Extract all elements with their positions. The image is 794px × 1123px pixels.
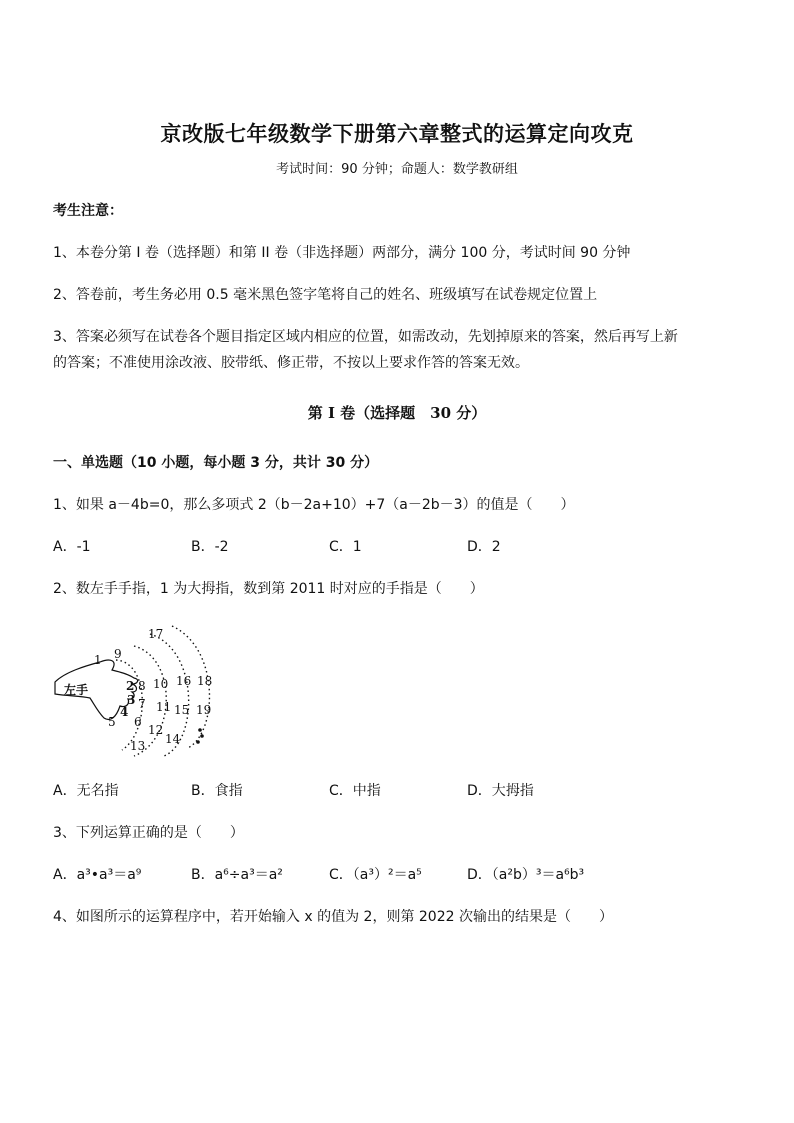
continuation-dot: [198, 728, 202, 732]
q2-option-c: C．中指: [329, 783, 381, 799]
q1-option-c: C．1: [329, 539, 362, 555]
q3-option-a: A．a³•a³＝a⁹: [53, 867, 142, 883]
figure-number: 16: [176, 674, 192, 688]
section-title: 一、单选题（10 小题，每小题 3 分，共计 30 分）: [53, 455, 379, 471]
notice-item-3-line2: 的答案；不准使用涂改液、胶带纸、修正带，不按以上要求作答的答案无效。: [53, 355, 529, 371]
notice-heading: 考生注意：: [53, 203, 123, 219]
q3-option-d: D．（a²b）³＝a⁶b³: [467, 867, 585, 883]
figure-number: 13: [130, 739, 146, 753]
q2-option-a: A．无名指: [53, 783, 119, 799]
q1-option-d: D．2: [467, 539, 501, 555]
continuation-dot: [200, 734, 204, 738]
figure-number: 15: [174, 703, 190, 717]
question-3-stem: 3、下列运算正确的是（ ）: [53, 825, 244, 841]
q1-option-b: B．-2: [191, 539, 229, 555]
figure-number: 9: [114, 647, 122, 661]
figure-number: 7: [138, 697, 146, 711]
figure-number: 18: [197, 674, 213, 688]
figure-number: 4: [120, 705, 129, 719]
question-2-stem: 2、数左手手指，1 为大拇指，数到第 2011 时对应的手指是（ ）: [53, 581, 484, 597]
hand-label: 左手: [64, 683, 89, 697]
notice-item-3-line1: 3、答案必须写在试卷各个题目指定区域内相应的位置，如需改动，先划掉原来的答案，然后再写上新: [53, 329, 678, 345]
figure-number: 14: [165, 732, 181, 746]
q3-option-c: C．（a³）²＝a⁵: [329, 867, 422, 883]
q2-option-b: B．食指: [191, 783, 243, 799]
figure-number: 10: [153, 677, 169, 691]
figure-number: 8: [138, 679, 146, 693]
q2-option-d: D．大拇指: [467, 783, 534, 799]
continuation-dot: [196, 740, 200, 744]
figure-number: 1: [94, 653, 102, 667]
notice-item-2: 2、答卷前，考生务必用 0.5 毫米黑色签字笔将自己的姓名、班级填写在试卷规定位置上: [53, 287, 598, 303]
notice-item-1: 1、本卷分第 I 卷（选择题）和第 II 卷（非选择题）两部分，满分 100 分，考试时间 90 分钟: [53, 245, 631, 261]
figure-number: 11: [156, 700, 172, 714]
figure-number: 19: [196, 703, 212, 717]
question-4-stem: 4、如图所示的运算程序中，若开始输入 x 的值为 2，则第 2022 次输出的结果是（ ）: [53, 909, 613, 925]
figure-number: 5: [108, 715, 116, 729]
part1-heading: 第 I 卷（选择题 30 分）: [307, 404, 487, 422]
q3-option-b: B．a⁶÷a³＝a²: [191, 867, 283, 883]
figure-number: 12: [148, 723, 164, 737]
figure-number: 3: [127, 693, 136, 707]
figure-number: 6: [134, 715, 142, 729]
exam-title: 京改版七年级数学下册第六章整式的运算定向攻克: [160, 121, 634, 146]
figure-number: 2: [126, 679, 135, 693]
figure-number: 17: [148, 627, 164, 641]
exam-subtitle: 考试时间：90 分钟；命题人：数学教研组: [276, 162, 518, 177]
left-hand-counting-figure: [50, 622, 230, 757]
question-1-stem: 1、如果 a－4b=0，那么多项式 2（b－2a+10）+7（a－2b－3）的值是（ ）: [53, 497, 575, 513]
q1-option-a: A．-1: [53, 539, 91, 555]
